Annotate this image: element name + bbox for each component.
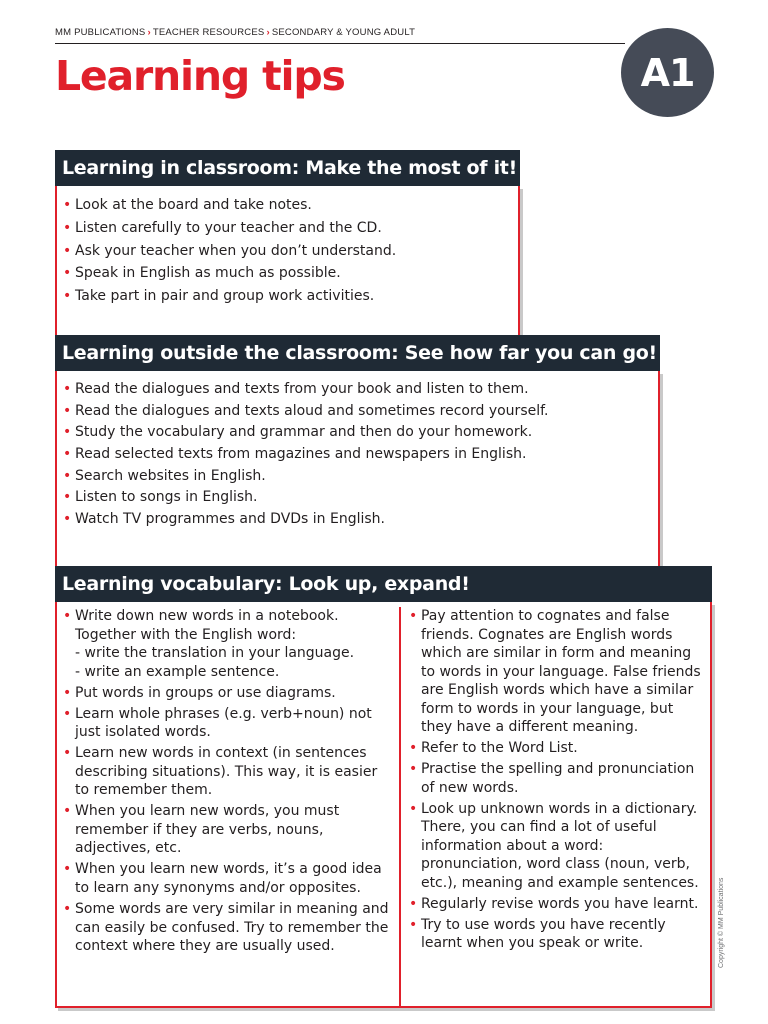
right-column [401, 607, 710, 1006]
chevron-right-icon: › [147, 27, 151, 38]
tips-box [55, 371, 660, 585]
tips-list [57, 607, 395, 956]
list-item: • Learn new words in context (in sentences describing situations). This way, it is easier to remember them. [57, 744, 395, 800]
tips-list [57, 196, 518, 306]
section-heading: Learning vocabulary: Look up, expand! [55, 566, 712, 602]
outside-classroom-tips-section [55, 335, 660, 585]
list-item: • Look at the board and take notes. [57, 196, 518, 215]
list-item: • Speak in English as much as possible. [57, 264, 518, 283]
breadcrumb [55, 27, 415, 38]
tips-list [57, 380, 658, 529]
section-heading: Learning in classroom: Make the most of it! [55, 150, 520, 186]
list-item: • Try to use words you have recently learnt when you speak or write. [403, 916, 706, 953]
level-badge: A1 [621, 28, 714, 117]
list-item: • Watch TV programmes and DVDs in English. [57, 510, 658, 529]
list-item: • Learn whole phrases (e.g. verb+noun) not just isolated words. [57, 705, 395, 742]
list-item: • Regularly revise words you have learnt. [403, 895, 706, 914]
list-item: • Pay attention to cognates and false friends. Cognates are English words which are similar in form and meaning to words in your language. False friends are English words which have a similar form to words in your language, but they have a different meaning. [403, 607, 706, 737]
page-title: Learning tips [55, 52, 345, 100]
section-heading: Learning outside the classroom: See how far you can go! [55, 335, 660, 371]
list-item: • Read the dialogues and texts aloud and sometimes record yourself. [57, 402, 658, 421]
list-item: • Practise the spelling and pronunciation of new words. [403, 760, 706, 797]
list-item: • Refer to the Word List. [403, 739, 706, 758]
list-item: • When you learn new words, it’s a good idea to learn any synonyms and/or opposites. [57, 860, 395, 897]
list-item: • Listen carefully to your teacher and the CD. [57, 219, 518, 238]
vocabulary-tips-section [55, 566, 712, 1008]
list-item: • Search websites in English. [57, 467, 658, 486]
tips-box [55, 186, 520, 356]
tips-box [55, 602, 712, 1008]
tips-list [403, 607, 706, 953]
classroom-tips-section [55, 150, 520, 356]
list-item: • Write down new words in a notebook. Together with the English word: - write the translation in your language. - write an example sentence. [57, 607, 395, 681]
chevron-right-icon: › [266, 27, 270, 38]
breadcrumb-item-resources[interactable]: TEACHER RESOURCES [152, 27, 265, 38]
list-item: • Look up unknown words in a dictionary. There, you can find a lot of useful information about a word: pronunciation, word class (noun, verb, etc.), meaning and example sentences. [403, 800, 706, 893]
copyright-notice: Copyright © MM Publications [718, 877, 725, 968]
list-item: • Listen to songs in English. [57, 488, 658, 507]
breadcrumb-item-publisher[interactable]: MM PUBLICATIONS [55, 27, 146, 38]
list-item: • Read the dialogues and texts from your book and listen to them. [57, 380, 658, 399]
left-column [57, 607, 399, 1006]
list-item: • Ask your teacher when you don’t understand. [57, 242, 518, 261]
header-divider [55, 43, 625, 44]
list-item: • Read selected texts from magazines and newspapers in English. [57, 445, 658, 464]
list-item: • Put words in groups or use diagrams. [57, 684, 395, 703]
breadcrumb-item-level[interactable]: SECONDARY & YOUNG ADULT [271, 27, 416, 38]
list-item: • Study the vocabulary and grammar and then do your homework. [57, 423, 658, 442]
list-item: • When you learn new words, you must remember if they are verbs, nouns, adjectives, etc. [57, 802, 395, 858]
list-item: • Take part in pair and group work activities. [57, 287, 518, 306]
list-item: • Some words are very similar in meaning and can easily be confused. Try to remember the context where they are usually used. [57, 900, 395, 956]
